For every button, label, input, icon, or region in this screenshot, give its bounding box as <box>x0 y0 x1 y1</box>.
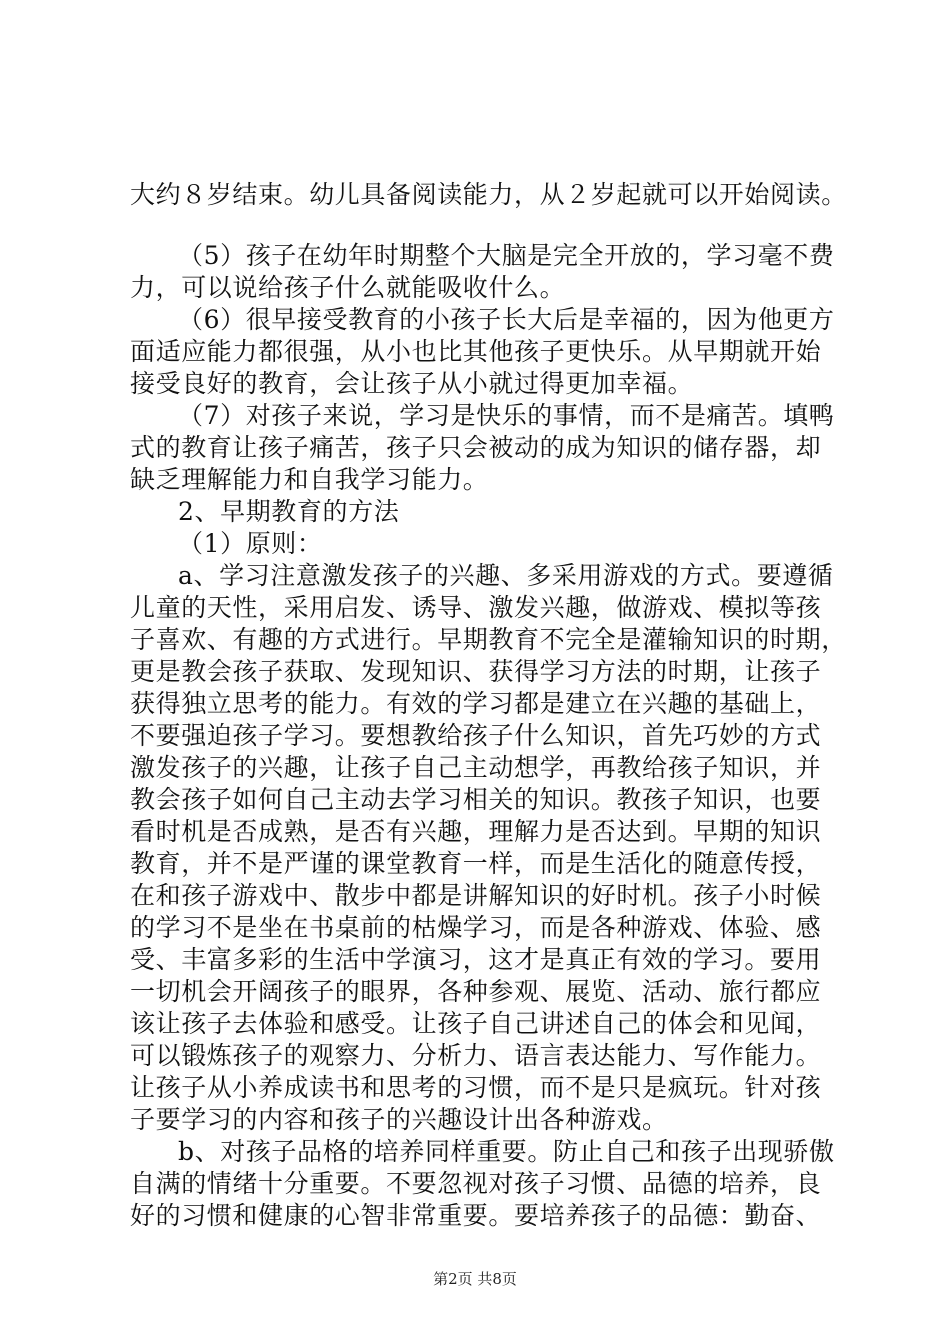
text-line: 面适应能力都很强，从小也比其他孩子更快乐。从早期就开始 <box>130 337 822 366</box>
text-line: （6）很早接受教育的小孩子长大后是幸福的，因为他更方 <box>178 305 835 334</box>
text-line: 接受良好的教育，会让孩子从小就过得更加幸福。 <box>130 369 694 398</box>
text-line: 式的教育让孩子痛苦，孩子只会被动的成为知识的储存器，却 <box>130 433 822 462</box>
text-line: 更是教会孩子获取、发现知识、获得学习方法的时期，让孩子 <box>130 657 822 686</box>
text-line: 好的习惯和健康的心智非常重要。要培养孩子的品德：勤奋、 <box>130 1201 822 1230</box>
text-line: 力，可以说给孩子什么就能吸收什么。 <box>130 273 566 302</box>
text-line: 教育，并不是严谨的课堂教育一样，而是生活化的随意传授， <box>130 849 822 878</box>
text-line: 的学习不是坐在书桌前的枯燥学习，而是各种游戏、体验、感 <box>130 913 822 942</box>
text-line: 儿童的天性，采用启发、诱导、激发兴趣，做游戏、模拟等孩 <box>130 593 822 622</box>
text-line: 该让孩子去体验和感受。让孩子自己讲述自己的体会和见闻， <box>130 1009 822 1038</box>
text-line: 可以锻炼孩子的观察力、分析力、语言表达能力、写作能力。 <box>130 1041 822 1070</box>
text-line: 激发孩子的兴趣，让孩子自己主动想学，再教给孩子知识，并 <box>130 753 822 782</box>
text-line: 获得独立思考的能力。有效的学习都是建立在兴趣的基础上， <box>130 689 822 718</box>
section-heading: 2、早期教育的方法 <box>178 497 400 526</box>
text-line: 一切机会开阔孩子的眼界，各种参观、展览、活动、旅行都应 <box>130 977 822 1006</box>
text-line: 子要学习的内容和孩子的兴趣设计出各种游戏。 <box>130 1105 668 1134</box>
text-line: 看时机是否成熟，是否有兴趣，理解力是否达到。早期的知识 <box>130 817 822 846</box>
text-line: a、学习注意激发孩子的兴趣、多采用游戏的方式。要遵循 <box>178 561 834 590</box>
text-line: 受、丰富多彩的生活中学演习，这才是真正有效的学习。要用 <box>130 945 822 974</box>
subsection-heading: （1）原则： <box>178 529 323 558</box>
text-line: 大约８岁结束。幼儿具备阅读能力，从２岁起就可以开始阅读。 <box>130 180 847 209</box>
page-footer: 第2页 共8页 <box>433 1270 517 1288</box>
text-line: （5）孩子在幼年时期整个大脑是完全开放的，学习毫不费 <box>178 241 835 270</box>
text-line: （7）对孩子来说，学习是快乐的事情，而不是痛苦。填鸭 <box>178 401 835 430</box>
text-line: 不要强迫孩子学习。要想教给孩子什么知识，首先巧妙的方式 <box>130 721 822 750</box>
text-line: 自满的情绪十分重要。不要忽视对孩子习惯、品德的培养，良 <box>130 1169 822 1198</box>
text-line: 在和孩子游戏中、散步中都是讲解知识的好时机。孩子小时候 <box>130 881 822 910</box>
text-line: 教会孩子如何自己主动去学习相关的知识。教孩子知识，也要 <box>130 785 822 814</box>
text-line: 让孩子从小养成读书和思考的习惯，而不是只是疯玩。针对孩 <box>130 1073 822 1102</box>
text-line: b、对孩子品格的培养同样重要。防止自己和孩子出现骄傲 <box>178 1137 835 1166</box>
text-line: 缺乏理解能力和自我学习能力。 <box>130 465 489 494</box>
text-line: 子喜欢、有趣的方式进行。早期教育不完全是灌输知识的时期， <box>130 625 847 654</box>
